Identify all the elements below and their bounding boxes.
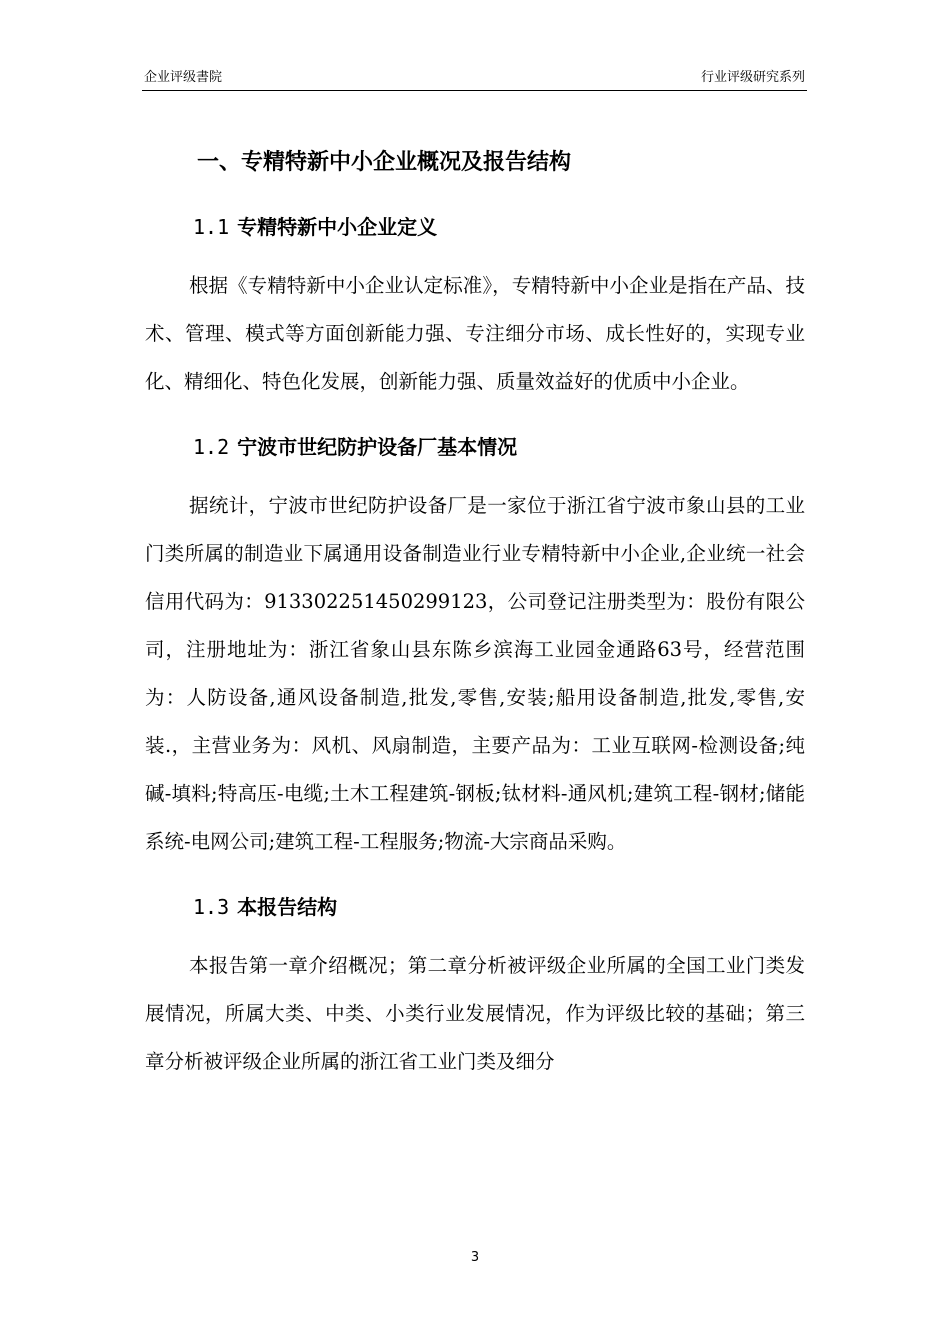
section-heading-1-1 <box>193 202 805 258</box>
document-body <box>145 140 805 1102</box>
section-paragraph: 根据《专精特新中小企业认定标准》，专精特新中小企业是指在产品、技术、管理、模式等方面创新能力强、专注细分市场、成长性好的，实现专业化、精细化、特色化发展，创新能力强、质量效益好的优质中小企业。 <box>145 274 805 393</box>
section-number: 1.1 <box>193 215 230 239</box>
header-publisher: 企业评级書院 <box>144 70 223 85</box>
page-header <box>142 70 807 91</box>
chapter-title: 一、专精特新中小企业概况及报告结构 <box>197 150 572 175</box>
section-number: 1.3 <box>193 895 230 919</box>
section-title: 本报告结构 <box>237 895 338 919</box>
section-heading-1-3 <box>193 882 805 938</box>
section-title: 专精特新中小企业定义 <box>237 215 438 239</box>
section-number: 1.2 <box>193 435 230 459</box>
header-series: 行业评级研究系列 <box>700 70 805 85</box>
section-paragraph: 本报告第一章介绍概况；第二章分析被评级企业所属的全国工业门类发展情况，所属大类、中类、小类行业发展情况，作为评级比较的基础；第三章分析被评级企业所属的浙江省工业门类及细分 <box>145 954 805 1073</box>
section-heading-1-2 <box>193 422 805 478</box>
page-number: 3 <box>470 1250 480 1265</box>
section-paragraph: 据统计，宁波市世纪防护设备厂是一家位于浙江省宁波市象山县的工业门类所属的制造业下属通用设备制造业行业专精特新中小企业,企业统一社会信用代码为：913302251450299123，公司登记注册类型为：股份有限公司，注册地址为：浙江省象山县东陈乡滨海工业园金通路63号，经营范围为：人防设备,通风设备制造,批发,零售,安装;船用设备制造,批发,零售,安装.，主营业务为：风机、风扇制造，主要产品为：工业互联网-检测设备;纯碱-填料;特高压-电缆;土木工程建筑-钢板;钛材料-通风机;建筑工程-钢材;储能系统-电网公司;建筑工程-工程服务;物流-大宗商品采购。 <box>145 494 805 853</box>
section-title: 宁波市世纪防护设备厂基本情况 <box>237 435 518 459</box>
